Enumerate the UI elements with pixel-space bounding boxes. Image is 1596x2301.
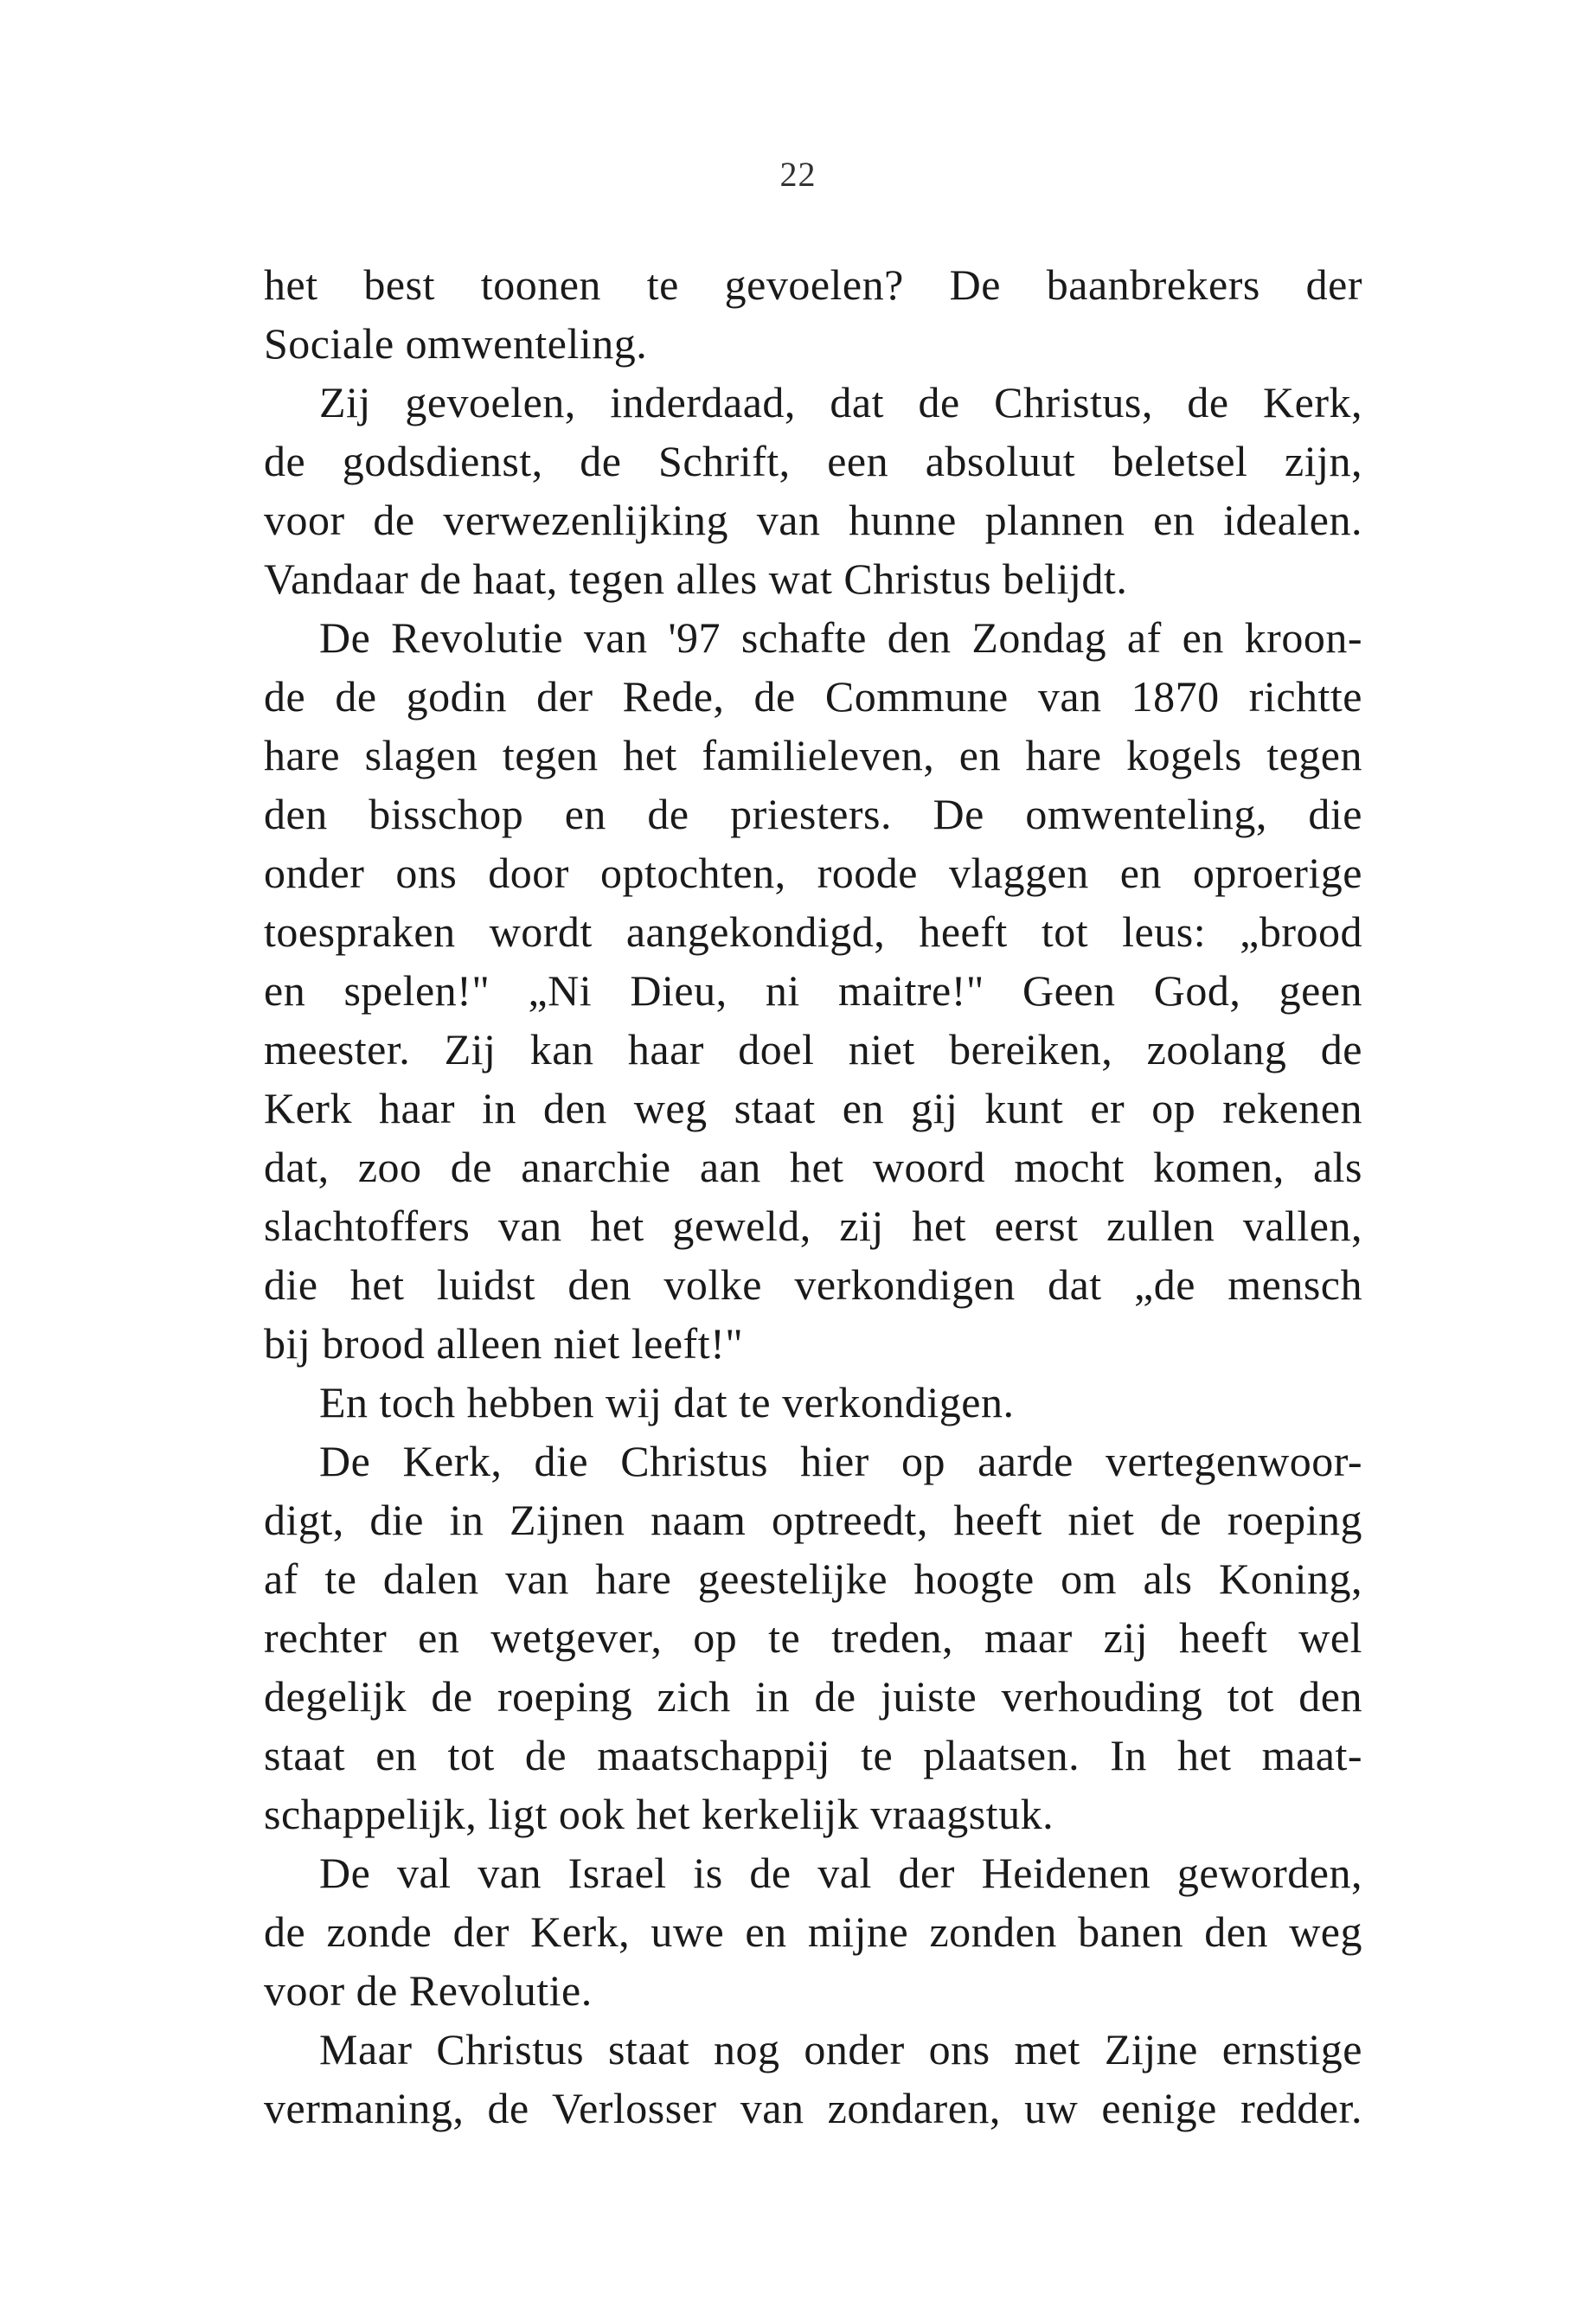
text-line: De Kerk, die Christus hier op aarde vertegenwoor-: [319, 1437, 1362, 1485]
page-number: 22: [779, 155, 817, 194]
text-line: schappelijk, ligt ook het kerkelijk vraagstuk.: [264, 1790, 1054, 1838]
text-line: Sociale omwenteling.: [264, 319, 648, 368]
text-line: rechter en wetgever, op te treden, maar zij heeft wel: [264, 1613, 1362, 1662]
text-line: toespraken wordt aangekondigd, heeft tot leus: „brood: [264, 907, 1362, 956]
text-line: dat, zoo de anarchie aan het woord mocht komen, als: [264, 1143, 1362, 1191]
text-line: Kerk haar in den weg staat en gij kunt er op rekenen: [264, 1084, 1362, 1132]
text-line: die het luidst den volke verkondigen dat „de mensch: [264, 1260, 1362, 1309]
text-line: af te dalen van hare geestelijke hoogte om als Koning,: [264, 1554, 1362, 1603]
text-line: meester. Zij kan haar doel niet bereiken, zoolang de: [264, 1025, 1362, 1074]
text-line: Maar Christus staat nog onder ons met Zijne ernstige: [319, 2025, 1362, 2073]
text-line: den bisschop en de priesters. De omwenteling, die: [264, 790, 1362, 838]
text-line: hare slagen tegen het familieleven, en hare kogels tegen: [264, 731, 1362, 779]
text-line: De Revolutie van '97 schafte den Zondag af en kroon-: [319, 613, 1362, 662]
text-line: de de godin der Rede, de Commune van 1870 richtte: [264, 672, 1362, 721]
text-line: De val van Israel is de val der Heidenen geworden,: [319, 1849, 1362, 1897]
text-line: Vandaar de haat, tegen alles wat Christus belijdt.: [264, 554, 1128, 603]
body-text: [264, 255, 1362, 2138]
text-line: Zij gevoelen, inderdaad, dat de Christus, de Kerk,: [319, 378, 1362, 426]
text-line: het best toonen te gevoelen? De baanbrekers der: [264, 260, 1362, 309]
text-line: degelijk de roeping zich in de juiste verhouding tot den: [264, 1672, 1362, 1721]
text-line: onder ons door optochten, roode vlaggen en oproerige: [264, 849, 1362, 897]
text-line: bij brood alleen niet leeft!": [264, 1319, 744, 1368]
text-line: slachtoffers van het geweld, zij het eerst zullen vallen,: [264, 1202, 1362, 1250]
text-line: de godsdienst, de Schrift, een absoluut beletsel zijn,: [264, 437, 1362, 485]
text-line: voor de verwezenlijking van hunne plannen en idealen.: [264, 496, 1362, 544]
text-line: vermaning, de Verlosser van zondaren, uw eenige redder.: [264, 2084, 1362, 2132]
text-line: En toch hebben wij dat te verkondigen.: [319, 1378, 1015, 1426]
text-line: staat en tot de maatschappij te plaatsen. In het maat-: [264, 1731, 1362, 1779]
text-line: de zonde der Kerk, uwe en mijne zonden banen den weg: [264, 1907, 1362, 1956]
text-line: en spelen!" „Ni Dieu, ni maitre!" Geen God, geen: [264, 966, 1362, 1015]
text-line: voor de Revolutie.: [264, 1966, 593, 2015]
text-line: digt, die in Zijnen naam optreedt, heeft niet de roeping: [264, 1496, 1362, 1544]
